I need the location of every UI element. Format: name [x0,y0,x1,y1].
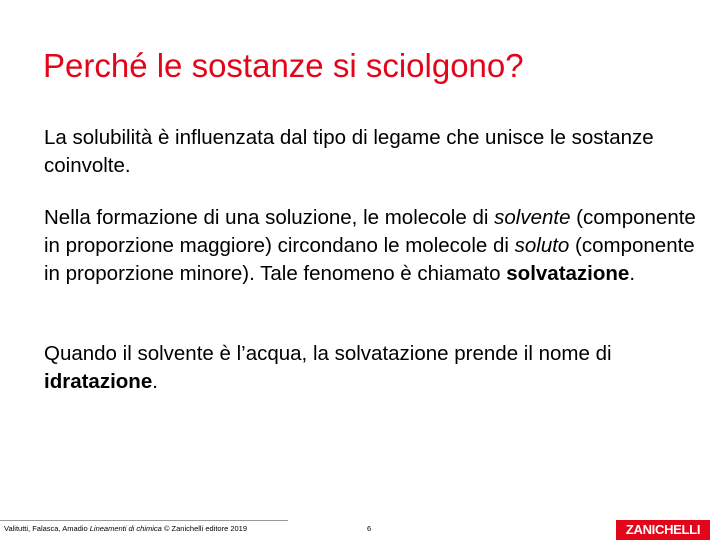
paragraph-hydration-text-1: Quando il solvente è l’acqua, la solvatazione prende il nome di [44,342,612,365]
page-number: 6 [367,524,372,533]
paragraph-solvation-text-1: Nella formazione di una soluzione, le molecole di [44,206,495,229]
slide-title: Perché le sostanze si sciolgono? [43,47,524,84]
term-solvente: solvente [494,206,571,229]
paragraph-solubility-text: La solubilità è influenzata dal tipo di legame che unisce le sostanze coinvolte. [44,126,654,177]
paragraph-hydration-text-2: . [152,370,158,393]
term-idratazione: idratazione [44,370,153,393]
paragraph-solvation-text-3: (componente in proporzione minore). Tale fenomeno è chiamato [44,234,695,285]
term-solvatazione: solvatazione [506,262,630,285]
term-soluto: soluto [514,234,570,257]
zanichelli-logo: ZANICHELLI [616,520,710,540]
paragraph-solvation-text-2: (componente in proporzione maggiore) circondano le molecole di [44,206,696,257]
footer-divider [0,520,288,521]
paragraph-solvation-text-4: . [629,262,636,285]
paragraph-solubility [44,124,704,180]
paragraph-hydration [44,340,704,396]
footer-publisher: © Zanichelli editore 2019 [161,524,248,533]
footer-authors: Valitutti, Falasca, Amadio [4,524,90,533]
footer-book-title: Lineamenti di chimica [89,524,162,533]
footer-credit [4,524,247,534]
paragraph-solvation [44,204,704,288]
